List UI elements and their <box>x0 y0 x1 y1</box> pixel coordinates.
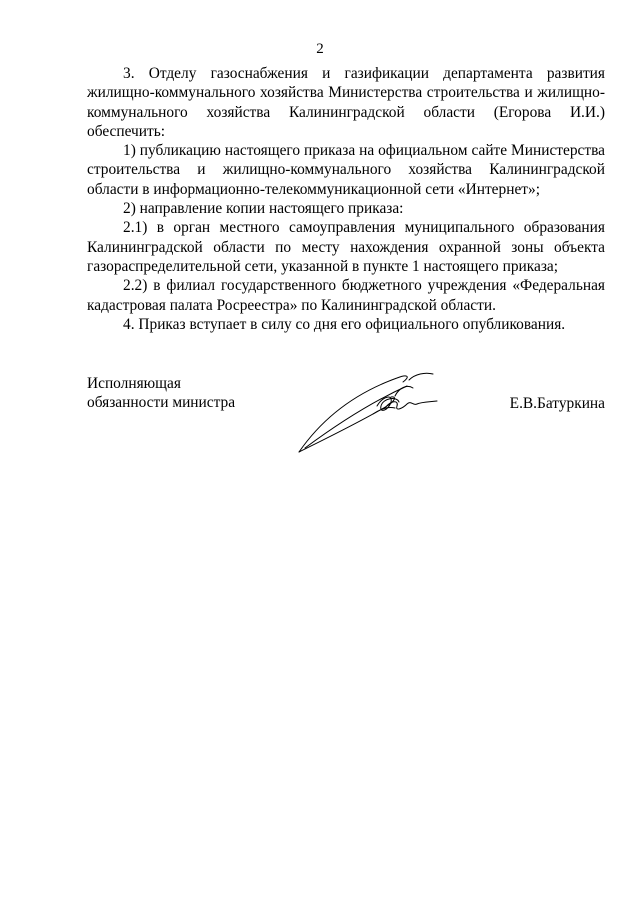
paragraph-subitem-2-2: 2.2) в филиал государственного бюджетного учреждения «Федеральная кадастровая палата Росреестра» по Калининградской области. <box>87 277 605 314</box>
signatory-title-line-2: обязанности министра <box>87 394 236 412</box>
paragraph-item-4: 4. Приказ вступает в силу со дня его официального опубликования. <box>123 315 566 333</box>
paragraph-subitem-1: 1) публикацию настоящего приказа на официальном сайте Министерства строительства и жилищно-коммунального хозяйства Калининградской области в информационно-телекоммуникационной сети «Интернет»; <box>87 142 605 198</box>
paragraph-subitem-2: 2) направление копии настоящего приказа: <box>123 200 404 218</box>
paragraph-item-3: 3. Отделу газоснабжения и газификации департамента развития жилищно-коммунального хозяйства Министерства строительства и жилищно-коммунального хозяйства Калининградской области (Егорова И.И.) обеспечить: <box>87 65 605 140</box>
page-number: 2 <box>316 41 324 57</box>
document-body <box>87 64 605 334</box>
handwritten-signature <box>287 366 447 461</box>
signature-block <box>87 374 605 474</box>
paragraph-subitem-2-1: 2.1) в орган местного самоуправления муниципального образования Калининградской области по месту нахождения охранной зоны объекта газораспределительной сети, указанной в пункте 1 настоящего приказа; <box>87 219 605 275</box>
signatory-name: Е.В.Батуркина <box>509 395 605 412</box>
signatory-title <box>87 374 235 413</box>
signatory-title-line-1: Исполняющая <box>87 375 181 392</box>
